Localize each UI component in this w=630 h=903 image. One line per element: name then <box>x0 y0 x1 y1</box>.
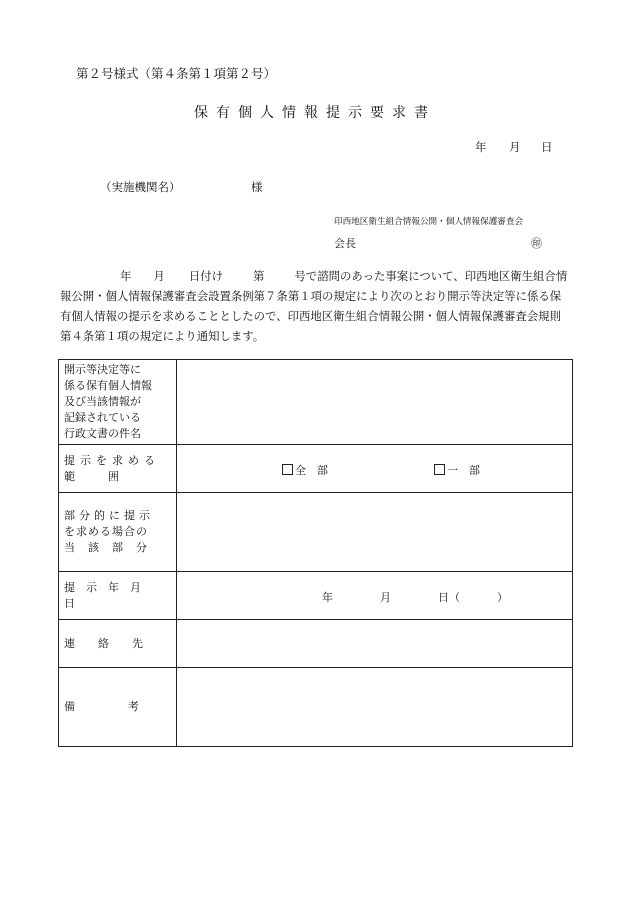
issuer-position: 会長 <box>334 237 356 250</box>
presentation-month: 月 <box>380 590 391 604</box>
page-title: 保有個人情報提示要求書 <box>194 105 436 121</box>
remarks-label <box>59 668 177 747</box>
addressee-honorific: 様 <box>251 180 263 194</box>
body-text: 号で諮問のあった事案について、印西地区衛生組合情報公開・個人情報保護審査会設置条例第７条第１項の規定により次のとおり開示等決定等に係る保有個人情報の提示を求めることとしたので、印西地区衛生組合情報公開・個人情報保護審査会規則第４条第１項の規定により通知します。 <box>60 269 568 343</box>
label-line: 連 絡 先 <box>64 636 149 650</box>
table-row <box>59 493 573 572</box>
label-line: 提示を求める <box>64 453 160 467</box>
label-line: 記録されている <box>64 411 141 424</box>
presentation-date-field[interactable] <box>177 572 573 620</box>
request-table <box>58 359 573 747</box>
seal-mark: ㊞ <box>531 237 542 250</box>
body-date-label: 日付け <box>188 269 223 283</box>
label-line: 当該部分 <box>64 541 160 554</box>
presentation-date-label <box>59 572 177 620</box>
scope-label <box>59 445 177 493</box>
partial-portion-label <box>59 493 177 572</box>
label-line: 及び当該情報が <box>64 395 141 408</box>
addressee-label: （実施機関名） <box>100 180 181 194</box>
contact-field[interactable] <box>177 620 573 668</box>
body-year: 年 <box>120 269 132 283</box>
option-partial[interactable] <box>434 462 480 478</box>
table-row <box>59 668 573 747</box>
date-month: 月 <box>509 140 521 154</box>
label-line: 範 囲 <box>64 469 119 483</box>
presentation-day: 日（ <box>438 590 460 604</box>
option-all-label: 全 部 <box>295 463 328 477</box>
option-partial-label: 一 部 <box>447 463 480 477</box>
label-line: を求める場合の <box>64 525 148 538</box>
form-number: 第２号様式（第４条第１項第２号） <box>76 66 277 81</box>
partial-portion-field[interactable] <box>177 493 573 572</box>
remarks-field[interactable] <box>177 668 573 747</box>
body-paragraph <box>60 266 572 346</box>
label-line: 提示年月日 <box>64 580 152 610</box>
label-line: 係る保有個人情報 <box>64 379 152 392</box>
label-line: 行政文書の件名 <box>64 427 141 440</box>
presentation-close-paren: ） <box>497 590 508 604</box>
date-day: 日 <box>541 140 553 154</box>
date-year: 年 <box>475 140 487 154</box>
body-month: 月 <box>153 269 165 283</box>
table-row <box>59 445 573 493</box>
table-row <box>59 620 573 668</box>
issuer-organization: 印西地区衛生組合情報公開・個人情報保護審査会 <box>334 217 524 227</box>
label-line: 開示等決定等に <box>64 363 141 376</box>
table-row <box>59 360 573 445</box>
document-title-field[interactable] <box>177 360 573 445</box>
document-title-label <box>59 360 177 445</box>
label-line: 備 考 <box>64 700 144 713</box>
checkbox-all[interactable] <box>282 464 293 475</box>
scope-field <box>177 445 573 493</box>
table-row <box>59 572 573 620</box>
label-line: 部分的に提示 <box>64 509 154 522</box>
contact-label <box>59 620 177 668</box>
body-dai: 第 <box>253 269 265 283</box>
option-all[interactable] <box>282 462 328 478</box>
presentation-year: 年 <box>322 590 333 604</box>
checkbox-partial[interactable] <box>434 464 445 475</box>
